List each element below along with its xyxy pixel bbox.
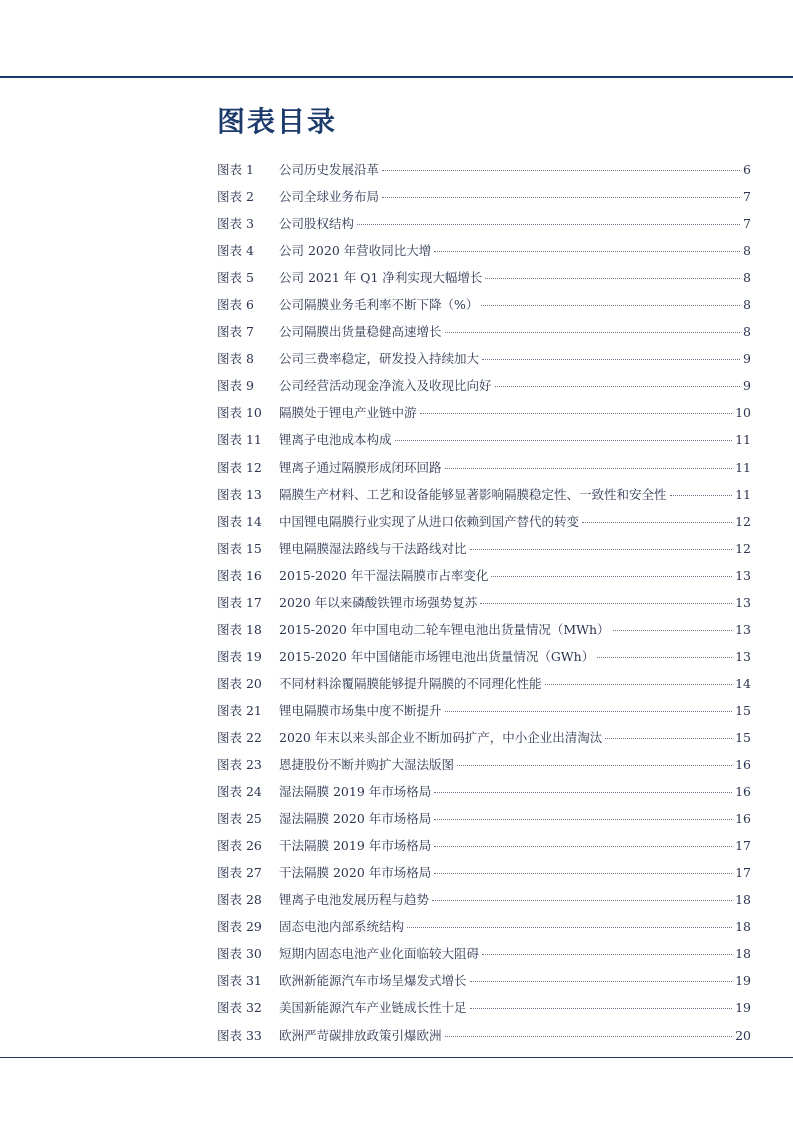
toc-leader-dots <box>481 305 740 306</box>
toc-entry-title: 公司三费率稳定，研发投入持续加大 <box>279 351 480 367</box>
toc-entry-title: 公司全球业务布局 <box>279 189 380 205</box>
toc-entry-page: 9 <box>743 378 751 394</box>
toc-entry[interactable] <box>217 728 751 755</box>
toc-entry-title: 干法隔膜 2020 年市场格局 <box>279 865 432 881</box>
toc-entry-label: 图表 10 <box>217 405 262 421</box>
toc-leader-dots <box>545 684 733 685</box>
toc-entry[interactable] <box>217 971 751 998</box>
toc-entry-title: 2015-2020 年中国电动二轮车锂电池出货量情况（MWh） <box>279 621 610 637</box>
toc-entry-page: 17 <box>735 865 751 881</box>
toc-entry-label: 图表 30 <box>217 946 262 962</box>
toc-entry[interactable] <box>217 512 751 539</box>
toc-entry-title: 隔膜处于锂电产业链中游 <box>279 405 417 421</box>
toc-entry[interactable] <box>217 917 751 944</box>
toc-entry[interactable] <box>217 485 751 512</box>
toc-leader-dots <box>382 197 740 198</box>
toc-entry-label: 图表 16 <box>217 567 262 583</box>
toc-entry[interactable] <box>217 566 751 593</box>
toc-entry-title: 2015-2020 年中国储能市场锂电池出货量情况（GWh） <box>279 648 595 664</box>
toc-leader-dots <box>470 549 733 550</box>
toc-entry-label: 图表 21 <box>217 702 262 718</box>
toc-entry-page: 7 <box>743 189 751 205</box>
toc-entry-page: 9 <box>743 351 751 367</box>
toc-entry[interactable] <box>217 620 751 647</box>
toc-entry-title: 2015-2020 年干湿法隔膜市占率变化 <box>279 567 489 583</box>
toc-entry[interactable] <box>217 809 751 836</box>
toc-entry-title: 锂离子通过隔膜形成闭环回路 <box>279 459 442 475</box>
toc-entry[interactable] <box>217 214 751 241</box>
toc-entry-label: 图表 29 <box>217 919 262 935</box>
toc-leader-dots <box>482 359 740 360</box>
toc-entry-page: 14 <box>735 675 751 691</box>
toc-entry[interactable] <box>217 647 751 674</box>
toc-entry-page: 18 <box>735 946 751 962</box>
toc-entry-label: 图表 14 <box>217 513 262 529</box>
toc-leader-dots <box>597 657 732 658</box>
toc-entry-title: 短期内固态电池产业化面临较大阻碍 <box>279 946 480 962</box>
toc-entry-page: 18 <box>735 892 751 908</box>
toc-entry-label: 图表 2 <box>217 189 254 205</box>
toc-entry-title: 湿法隔膜 2019 年市场格局 <box>279 784 432 800</box>
toc-entry[interactable] <box>217 187 751 214</box>
toc-leader-dots <box>434 819 732 820</box>
toc-entry-label: 图表 25 <box>217 811 262 827</box>
toc-entry-label: 图表 3 <box>217 216 254 232</box>
toc-entry-label: 图表 33 <box>217 1027 262 1043</box>
toc-leader-dots <box>432 900 732 901</box>
toc-leader-dots <box>445 1036 733 1037</box>
toc-leader-dots <box>420 413 733 414</box>
toc-entry-page: 13 <box>735 621 751 637</box>
toc-entry[interactable] <box>217 998 751 1025</box>
toc-entry-title: 中国锂电隔膜行业实现了从进口依赖到国产替代的转变 <box>279 513 580 529</box>
toc-leader-dots <box>613 630 733 631</box>
toc-entry-title: 公司股权结构 <box>279 216 355 232</box>
toc-entry-title: 欧洲新能源汽车市场呈爆发式增长 <box>279 973 467 989</box>
toc-entry[interactable] <box>217 160 751 187</box>
toc-entry-title: 欧洲严苛碳排放政策引爆欧洲 <box>279 1027 442 1043</box>
toc-leader-dots <box>495 386 741 387</box>
toc-entry-label: 图表 7 <box>217 324 254 340</box>
toc-entry[interactable] <box>217 403 751 430</box>
toc-entry-title: 固态电池内部系统结构 <box>279 919 405 935</box>
toc-entry-label: 图表 24 <box>217 784 262 800</box>
toc-leader-dots <box>582 522 732 523</box>
toc-entry-page: 8 <box>743 270 751 286</box>
toc-entry-title: 干法隔膜 2019 年市场格局 <box>279 838 432 854</box>
toc-entry-page: 8 <box>743 243 751 259</box>
toc-leader-dots <box>605 738 732 739</box>
toc-entry-title: 湿法隔膜 2020 年市场格局 <box>279 811 432 827</box>
toc-entry[interactable] <box>217 241 751 268</box>
toc-entry-page: 13 <box>735 567 751 583</box>
toc-entry[interactable] <box>217 836 751 863</box>
page-title: 图表目录 <box>217 105 338 138</box>
toc-entry-label: 图表 26 <box>217 838 262 854</box>
toc-leader-dots <box>482 954 732 955</box>
toc-entry[interactable] <box>217 755 751 782</box>
toc-leader-dots <box>434 251 740 252</box>
toc-leader-dots <box>382 170 740 171</box>
toc-entry[interactable] <box>217 944 751 971</box>
toc-entry-label: 图表 32 <box>217 1000 262 1016</box>
toc-entry-title: 公司 2020 年营收同比大增 <box>279 243 432 259</box>
toc-entry-title: 公司 2021 年 Q1 净利实现大幅增长 <box>279 270 483 286</box>
toc-entry-label: 图表 12 <box>217 459 262 475</box>
toc-entry-title: 隔膜生产材料、工艺和设备能够显著影响隔膜稳定性、一致性和安全性 <box>279 486 667 502</box>
toc-entry-page: 15 <box>735 702 751 718</box>
figure-toc-list <box>217 160 751 1053</box>
toc-entry-title: 锂离子电池成本构成 <box>279 432 392 448</box>
toc-entry-page: 6 <box>743 162 751 177</box>
toc-entry-page: 16 <box>735 811 751 827</box>
toc-leader-dots <box>470 981 733 982</box>
toc-leader-dots <box>407 927 732 928</box>
toc-entry-page: 13 <box>735 594 751 610</box>
toc-entry-page: 17 <box>735 838 751 854</box>
toc-entry[interactable] <box>217 458 751 485</box>
toc-entry-label: 图表 18 <box>217 621 262 637</box>
toc-entry[interactable] <box>217 1026 751 1053</box>
toc-entry-label: 图表 31 <box>217 973 262 989</box>
toc-leader-dots <box>457 765 732 766</box>
toc-entry-page: 12 <box>735 540 751 556</box>
toc-entry-label: 图表 27 <box>217 865 262 881</box>
header-rule <box>0 76 793 78</box>
toc-entry[interactable] <box>217 376 751 403</box>
toc-leader-dots <box>445 332 741 333</box>
toc-entry[interactable] <box>217 295 751 322</box>
toc-entry-title: 公司隔膜出货量稳健高速增长 <box>279 324 442 340</box>
toc-entry-label: 图表 8 <box>217 351 254 367</box>
toc-entry-label: 图表 4 <box>217 243 254 259</box>
toc-leader-dots <box>434 873 732 874</box>
toc-entry[interactable] <box>217 674 751 701</box>
toc-entry-label: 图表 23 <box>217 757 262 773</box>
toc-entry-title: 公司历史发展沿革 <box>279 162 380 177</box>
toc-entry-page: 12 <box>735 513 751 529</box>
toc-entry-title: 公司经营活动现金净流入及收现比向好 <box>279 378 492 394</box>
toc-entry-title: 公司隔膜业务毛利率不断下降（%） <box>279 297 479 313</box>
toc-entry-page: 16 <box>735 757 751 773</box>
toc-leader-dots <box>445 468 733 469</box>
toc-leader-dots <box>480 603 732 604</box>
toc-entry-label: 图表 5 <box>217 270 254 286</box>
toc-entry-label: 图表 19 <box>217 648 262 664</box>
toc-leader-dots <box>357 224 740 225</box>
footer-rule <box>0 1057 793 1058</box>
toc-entry-page: 10 <box>735 405 751 421</box>
toc-entry-page: 11 <box>735 432 751 448</box>
toc-entry-page: 7 <box>743 216 751 232</box>
toc-leader-dots <box>434 846 732 847</box>
toc-entry-title: 2020 年以来磷酸铁锂市场强势复苏 <box>279 594 478 610</box>
toc-leader-dots <box>434 792 732 793</box>
toc-entry-page: 8 <box>743 297 751 313</box>
toc-entry-title: 锂电隔膜市场集中度不断提升 <box>279 702 442 718</box>
toc-entry-title: 锂离子电池发展历程与趋势 <box>279 892 430 908</box>
toc-entry[interactable] <box>217 539 751 566</box>
toc-leader-dots <box>395 440 733 441</box>
toc-entry-label: 图表 17 <box>217 594 262 610</box>
toc-entry[interactable] <box>217 701 751 728</box>
toc-entry-page: 11 <box>735 459 751 475</box>
toc-entry[interactable] <box>217 593 751 620</box>
toc-leader-dots <box>670 495 733 496</box>
toc-entry-page: 19 <box>735 973 751 989</box>
toc-entry-page: 8 <box>743 324 751 340</box>
toc-entry-label: 图表 6 <box>217 297 254 313</box>
toc-entry-label: 图表 22 <box>217 729 262 745</box>
toc-entry-label: 图表 11 <box>217 432 262 448</box>
toc-entry[interactable] <box>217 863 751 890</box>
toc-entry-label: 图表 9 <box>217 378 254 394</box>
toc-entry-page: 11 <box>735 486 751 502</box>
toc-entry-page: 19 <box>735 1000 751 1016</box>
toc-entry-title: 美国新能源汽车产业链成长性十足 <box>279 1000 467 1016</box>
toc-entry-title: 不同材料涂覆隔膜能够提升隔膜的不同理化性能 <box>279 675 542 691</box>
toc-entry-label: 图表 15 <box>217 540 262 556</box>
toc-entry[interactable] <box>217 268 751 295</box>
toc-entry-page: 18 <box>735 919 751 935</box>
toc-entry[interactable] <box>217 349 751 376</box>
toc-entry-label: 图表 20 <box>217 675 262 691</box>
toc-entry-label: 图表 1 <box>217 162 254 177</box>
toc-entry-title: 锂电隔膜湿法路线与干法路线对比 <box>279 540 467 556</box>
toc-entry-page: 13 <box>735 648 751 664</box>
toc-entry-title: 2020 年末以来头部企业不断加码扩产，中小企业出清淘汰 <box>279 729 603 745</box>
toc-entry-page: 16 <box>735 784 751 800</box>
toc-leader-dots <box>485 278 740 279</box>
toc-entry-label: 图表 13 <box>217 486 262 502</box>
toc-entry-page: 15 <box>735 729 751 745</box>
toc-leader-dots <box>470 1008 733 1009</box>
toc-entry[interactable] <box>217 890 751 917</box>
toc-entry-page: 20 <box>735 1027 751 1043</box>
toc-entry[interactable] <box>217 782 751 809</box>
toc-entry-title: 恩捷股份不断并购扩大湿法版图 <box>279 757 455 773</box>
toc-entry-label: 图表 28 <box>217 892 262 908</box>
toc-entry[interactable] <box>217 430 751 457</box>
toc-entry[interactable] <box>217 322 751 349</box>
toc-leader-dots <box>491 576 732 577</box>
toc-leader-dots <box>445 711 733 712</box>
